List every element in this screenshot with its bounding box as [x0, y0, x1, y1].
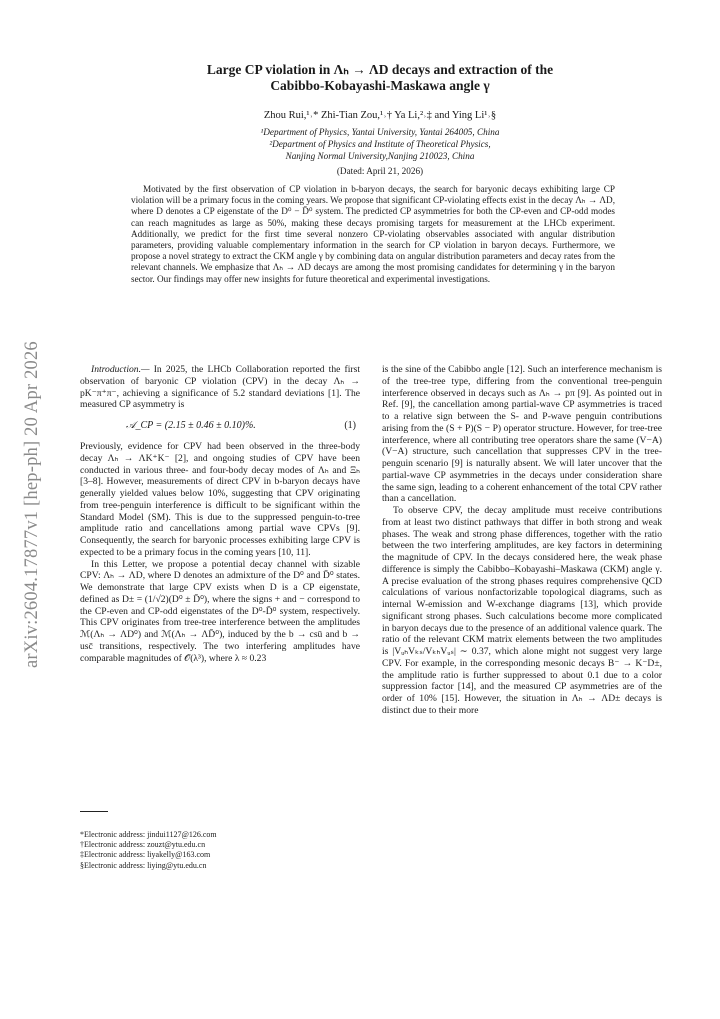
title-line-2: Cabibbo-Kobayashi-Maskawa angle γ	[270, 78, 490, 93]
footnote-email-3: ‡Electronic address: liyakelly@163.com	[80, 850, 211, 860]
affiliation-1: ¹Department of Physics, Yantai University, Yantai 264005, China	[260, 127, 500, 137]
footnote-rule	[80, 811, 108, 812]
arxiv-identifier-sidebar: arXiv:2604.17877v1 [hep-ph] 20 Apr 2026	[22, 341, 42, 668]
paragraph-observe-cpv: To observe CPV, the decay amplitude must receive contributions from at least two distinct pathways that differ in both strong and weak phases. The weak and strong phase differences, together with the ratio between the two interfering amplitudes, are key factors in determining the magnitude of CPV. In the decays considered here, the weak phase difference is simply the Cabibbo–Kobayashi–Maskawa (CKM) angle γ. A precise evaluation of the strong phases requires comprehensive QCD calculations of various nonfactorizable topological diagrams, such as internal W-emission and W-exchange diagrams [13], which provide significant strong phases. Such calculations become more complicated in baryon decays due to the presence of an additional valence quark. The ratio of the relevant CKM matrix elements between the two amplitudes is |VᵤₕVₖₛ/VₖₕVᵤₛ| ∼ 0.37, which alone might not suggest very large CPV. For example, in the corresponding mesonic decays B⁻ → K⁻D±, the amplitude ratio is further suppressed to about 0.1 due to a color suppression factor [14], and the measured CP asymmetries are of the order of 10% [15]. However, the situation in Λₕ → ΛD± decays is distinct due to their more	[382, 505, 662, 716]
author-list: Zhou Rui,¹˒* Zhi-Tian Zou,¹˒† Ya Li,²˒‡ and Ying Li¹˒§	[263, 110, 497, 121]
section-lead-introduction: Introduction.—	[91, 364, 150, 375]
paper-title	[120, 62, 640, 94]
title-line-1: Large CP violation in Λₕ → ΛD decays and extraction of the	[206, 62, 554, 77]
footnote-email-1: *Electronic address: jindui1127@126.com	[80, 830, 217, 839]
abstract: Motivated by the first observation of CP violation in b-baryon decays, the search for baryonic decays exhibiting large CP violation will be a primary focus in the coming years. We propose that significant CP-violating effects exist in the decay Λₕ → ΛD, where D denotes a CP eigenstate of the D⁰ − D̄⁰ system. The predicted CP asymmetries for both the CP-even and CP-odd modes can reach magnitudes as large as 50%, making these decays promising targets for measurement at the LHCb experiment. Additionally, we predict for the first time several nonzero CP-violating observables associated with angular distribution parameters, providing valuable complementary information in the search for CP violation in baryon decays. Furthermore, we propose a novel strategy to extract the CKM angle γ by combining data on angular distribution parameters and decay rates from the relevant channels. We emphasize that Λₕ → ΛD decays are among the most promising candidates for determining γ in the baryon sector. Our findings may offer new insights for future theoretical and experimental investigations.	[131, 184, 615, 284]
paragraph-previous-evidence: Previously, evidence for CPV had been observed in the three-body decay Λₕ → ΛK⁺K⁻ [2], and ongoing studies of CPV have been conducted in various three- and four-body decay modes of Λₕ and Ξₕ [3–8]. However, measurements of direct CPV in b-baryon decays have generally yielded values below 10%, suggesting that CPV originating from tree-penguin interference is difficult to be significant within the Standard Model (SM). This is due to the suppressed penguin-to-tree amplitude ratio and cancellations among partial wave CPVs [9]. Consequently, the search for baryonic processes exhibiting large CPV is expected to be a primary focus in the coming years [10, 11].	[80, 441, 360, 558]
affiliation-2-line-1: ²Department of Physics and Institute of Theoretical Physics,	[269, 139, 491, 149]
left-column	[80, 364, 360, 664]
footnote-email-2: †Electronic address: zouzt@ytu.edu.cn	[80, 840, 206, 850]
paragraph-cabibbo-continuation: is the sine of the Cabibbo angle [12]. Such an interference mechanism is of the tree-tree type, differing from the conventional tree-penguin interference observed in decays such as Λₕ → pπ [9]. As pointed out in Ref. [9], the cancellation among partial-wave CP asymmetries is traced to a relative sign between the S- and P-wave penguin contributions arising from the (S + P)(S − P) operator structure. However, for tree-tree interference, where all contributing tree operators share the same (V−A)(V−A) structure, such cancellation that suppresses CPV in the tree-penguin scenario [9] is naturally absent. We will later uncover that the partial-wave CP asymmetries in the decays under consideration share the same sign, leading to a coherent enhancement of the total CPV rather than a cancellation.	[382, 364, 662, 505]
footnotes	[80, 830, 360, 871]
equation-expression: 𝒜_CP = (2.15 ± 0.46 ± 0.10)%.	[126, 420, 256, 431]
affiliation-2-line-2: Nanjing Normal University,Nanjing 210023, China	[285, 151, 475, 161]
right-column	[382, 364, 662, 717]
equation-1	[80, 413, 360, 439]
dated-line: (Dated: April 21, 2026)	[336, 166, 424, 176]
intro-paragraph-text: In 2025, the LHCb Collaboration reported the first observation of baryonic CP violation (CPV) in the decay Λₕ → pK⁻π⁺π⁻, achieving a significance of 5.2 standard deviations [1]. The measured CP asymmetry is	[80, 364, 360, 411]
footnote-email-4: §Electronic address: liying@ytu.edu.cn	[80, 860, 207, 870]
paragraph-this-letter: In this Letter, we propose a potential decay channel with sizable CPV: Λₕ → ΛD, where D denotes an admixture of the D⁰ and D̄⁰ states. We demonstrate that large CPV exists when D is a CP eigenstate, defined as D± = (1/√2)(D⁰ ± D̄⁰), where the signs + and − correspond to the CP-even and CP-odd eigenstates of the D⁰-D̄⁰ system, respectively. This CPV originates from tree-tree interference between the amplitudes ℳ(Λₕ → ΛD⁰) and ℳ(Λₕ → ΛD̄⁰), induced by the b → csū and b → usc̄ transitions, respectively. The two interfering amplitudes have comparable magnitudes of 𝒪(λ³), where λ ≈ 0.23	[80, 558, 360, 664]
intro-paragraph	[80, 364, 360, 411]
equation-number: (1)	[344, 420, 356, 431]
